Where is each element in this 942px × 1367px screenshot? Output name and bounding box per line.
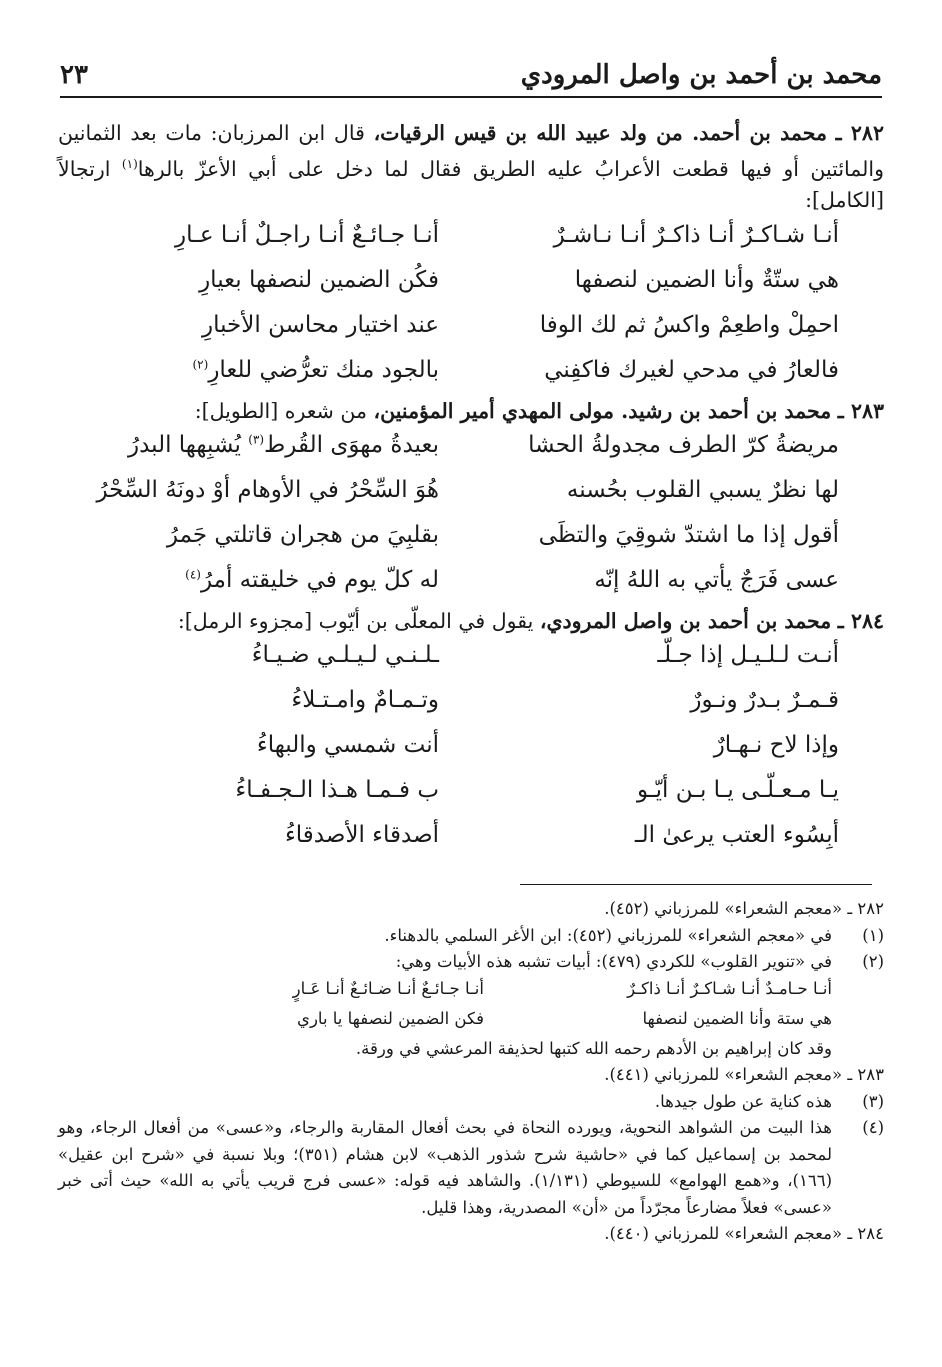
footnotes [58,896,884,1248]
source-note-284: ٢٨٤ ـ «معجم الشعراء» للمرزباني (٤٤٠). [604,1224,884,1243]
verse [58,216,884,261]
page-header [60,52,882,98]
entry-283-text: من شعره [الطويل]: [194,398,367,423]
footnote-verse [58,1006,884,1036]
source-note-282: ٢٨٢ ـ «معجم الشعراء» للمرزباني (٤٥٢). [604,899,884,918]
footnote-text: هذه كناية عن طول جيدها. [654,1091,832,1111]
verse [58,681,884,726]
verse [58,636,884,681]
second-hemistich: بقلبِيَ من هجران قاتلتي جَمرُ [166,521,439,548]
entry-283-poem [58,426,884,606]
second-hemistich [99,432,439,458]
entry-283-heading: محمد بن أحمد بن رشيد. مولى المهدي أمير المؤمنين، [373,398,832,423]
footnote-ref-3: (٣) [248,432,265,447]
footnote-ref-1: (١) [121,157,138,171]
entry-284-text: يقول في المعلّى بن أيّوب [مجزوء الرمل]: [177,608,534,633]
entry-283-intro [58,396,884,426]
footnote-ref-4: (٤) [185,567,201,582]
footnote-4 [58,1115,884,1221]
verse [58,516,884,561]
footnote-number: (٤) [862,1118,884,1137]
second-hemistich: أنـا جـائـعٌ أنـا ضـائـعٌ أنـا عَـارٍ [292,978,484,998]
hemistich-text: يُشبِهها البدرُ [127,431,241,458]
first-hemistich: هي ستّةٌ وأنا الضمين لنصفها [574,266,839,293]
first-hemistich: هي ستة وأنا الضمين لنصفها [642,1008,832,1028]
second-hemistich: فكن الضمين لنصفها يا باري [297,1008,484,1028]
verse [58,561,884,606]
footnote-number: (١) [862,925,884,945]
first-hemistich: احمِلْ واطعِمْ واكسُ ثم لك الوفا [539,311,839,338]
first-hemistich: يـا مـعـلّـى يـا بـن أيّـو [636,776,839,803]
first-hemistich: عسى فَرَجٌ يأتي به اللهُ إنّه [594,566,839,593]
hemistich-text: له كلّ يوم في خليقته أمرُ [200,566,439,593]
entry-282-number: ٢٨٢ ـ [835,121,884,145]
verse [58,351,884,396]
first-hemistich: أنـا شـاكـرٌ أنـا ذاكـرٌ أنـا نـاشـرٌ [553,221,839,248]
first-hemistich: أقول إذا ما اشتدّ شوقِيَ والتظَى [538,521,839,548]
second-hemistich [99,567,439,593]
first-hemistich: أنـت لـلـيـل إذا جـلّـ [657,641,839,668]
footnote-verse [58,976,884,1006]
second-hemistich: وتـمـامٌ وامـتـلاءُ [291,686,439,713]
first-hemistich: مريضةُ كرّ الطرف مجدولةُ الحشا [528,431,839,458]
footnote-ref-2: (٢) [192,357,209,372]
hemistich-text: بعيدةُ مهوَى القُرط [264,431,439,458]
second-hemistich: أصدقاء الأصدقاءُ [284,821,439,848]
footnote-number: (٢) [862,952,884,971]
entry-282-heading: محمد بن أحمد. من ولد عبيد الله بن قيس الرقيات، [373,121,827,145]
first-hemistich: أبِسُوء العتب يرعىٰ الـ [634,821,839,848]
entry-284-heading: محمد بن أحمد بن واصل المرودي، [539,608,832,633]
second-hemistich: أنت شمسي والبهاءُ [256,731,439,758]
first-hemistich: فالعارُ في مدحي لغيرك فاكفِني [544,356,839,383]
second-hemistich: أنـا جـائـعٌ أنـا راجـلٌ أنـا عـارِ [175,221,439,248]
second-hemistich: عند اختيار محاسن الأخبارِ [201,311,439,338]
verse [58,261,884,306]
second-hemistich: فكُن الضمين لنصفها بعيارِ [199,266,439,293]
footnote-1 [58,923,884,950]
verse [58,771,884,816]
verse [58,726,884,771]
entry-282-poem [58,216,884,396]
verse [58,471,884,516]
footnote-2 [58,949,884,976]
first-hemistich: أنـا حـامـدٌ أنـا شـاكـرٌ أنـا ذاكـرٌ [627,978,832,998]
second-hemistich: ب فـمـا هـذا الـجـفـاءُ [235,776,439,803]
footnote-text: هذا البيت من الشواهد النحوية، ويورده النحاة في بحث أفعال المقاربة والرجاء، و«عسى» من أفعال الرجاء، وهو لمحمد بن إسماعيل كما في «حاشية شرح شذور الذهب» لابن هشام (٣٥١)؛ وبلا نسبة في «شرح ابن عقيل» (١٦٦)، و«همع الهوامع» للسيوطي (١/١٣١). والشاهد فيه قوله: «عسى فرج قريب يأتي به الله» حيث أتى خبر «عسى» فعلاً مضارعاً مجرّداً من «أن» المصدرية، وهذا قليل. [58,1118,832,1217]
footnote-number: (٣) [862,1091,884,1111]
entry-283-number: ٢٨٣ ـ [837,398,884,423]
hemistich-text: بالجود منك تعرُّضي للعارِ [208,356,439,383]
running-title: محمد بن أحمد بن واصل المرودي [520,60,882,90]
page-number: ٢٣ [60,60,88,90]
footnote-text: في «تنوير القلوب» للكردي (٤٧٩): أبيات تشبه هذه الأبيات وهي: [395,952,832,971]
first-hemistich: قـمـرٌ بـدرٌ ونـورٌ [690,686,839,713]
second-hemistich: هُوَ السِّحْرُ في الأوهام أوْ دونَهُ السِّحْرُ [96,476,439,503]
entry-284-intro [58,606,884,636]
verse [58,306,884,351]
verse [58,426,884,471]
source-note-283: ٢٨٣ ـ «معجم الشعراء» للمرزباني (٤٤١). [604,1065,884,1084]
footnote-2-continuation: وقد كان إبراهيم بن الأدهم رحمه الله كتبها لحذيفة المرعشي في ورقة. [355,1038,832,1058]
footnote-text: في «معجم الشعراء» للمرزباني (٤٥٢): ابن الأغر السلمي بالدهناء. [384,925,832,945]
footnote-3 [58,1089,884,1116]
entry-282-text: قال ابن المرزبان: مات بعد الثمانين والمائتين أو فيها قطعت الأعرابُ عليه الطريق فقال لما دخل على أبي الأعزّ بالرها [58,121,884,181]
entry-284-number: ٢٨٤ ـ [837,608,884,633]
entry-284-poem [58,636,884,861]
first-hemistich: وإذا لاح نـهـارٌ [713,731,839,758]
second-hemistich: ـلـنـي لـيـلـي ضـيـاءُ [251,641,439,668]
main-text [58,118,884,861]
verse [58,816,884,861]
entry-282-intro [58,118,884,216]
first-hemistich: لها نظرٌ يسبي القلوب بحُسنه [566,476,839,503]
footnote-separator [520,884,872,885]
second-hemistich [99,357,439,383]
entry-282-meter: ارتجالاً [الكامل]: [58,156,884,212]
